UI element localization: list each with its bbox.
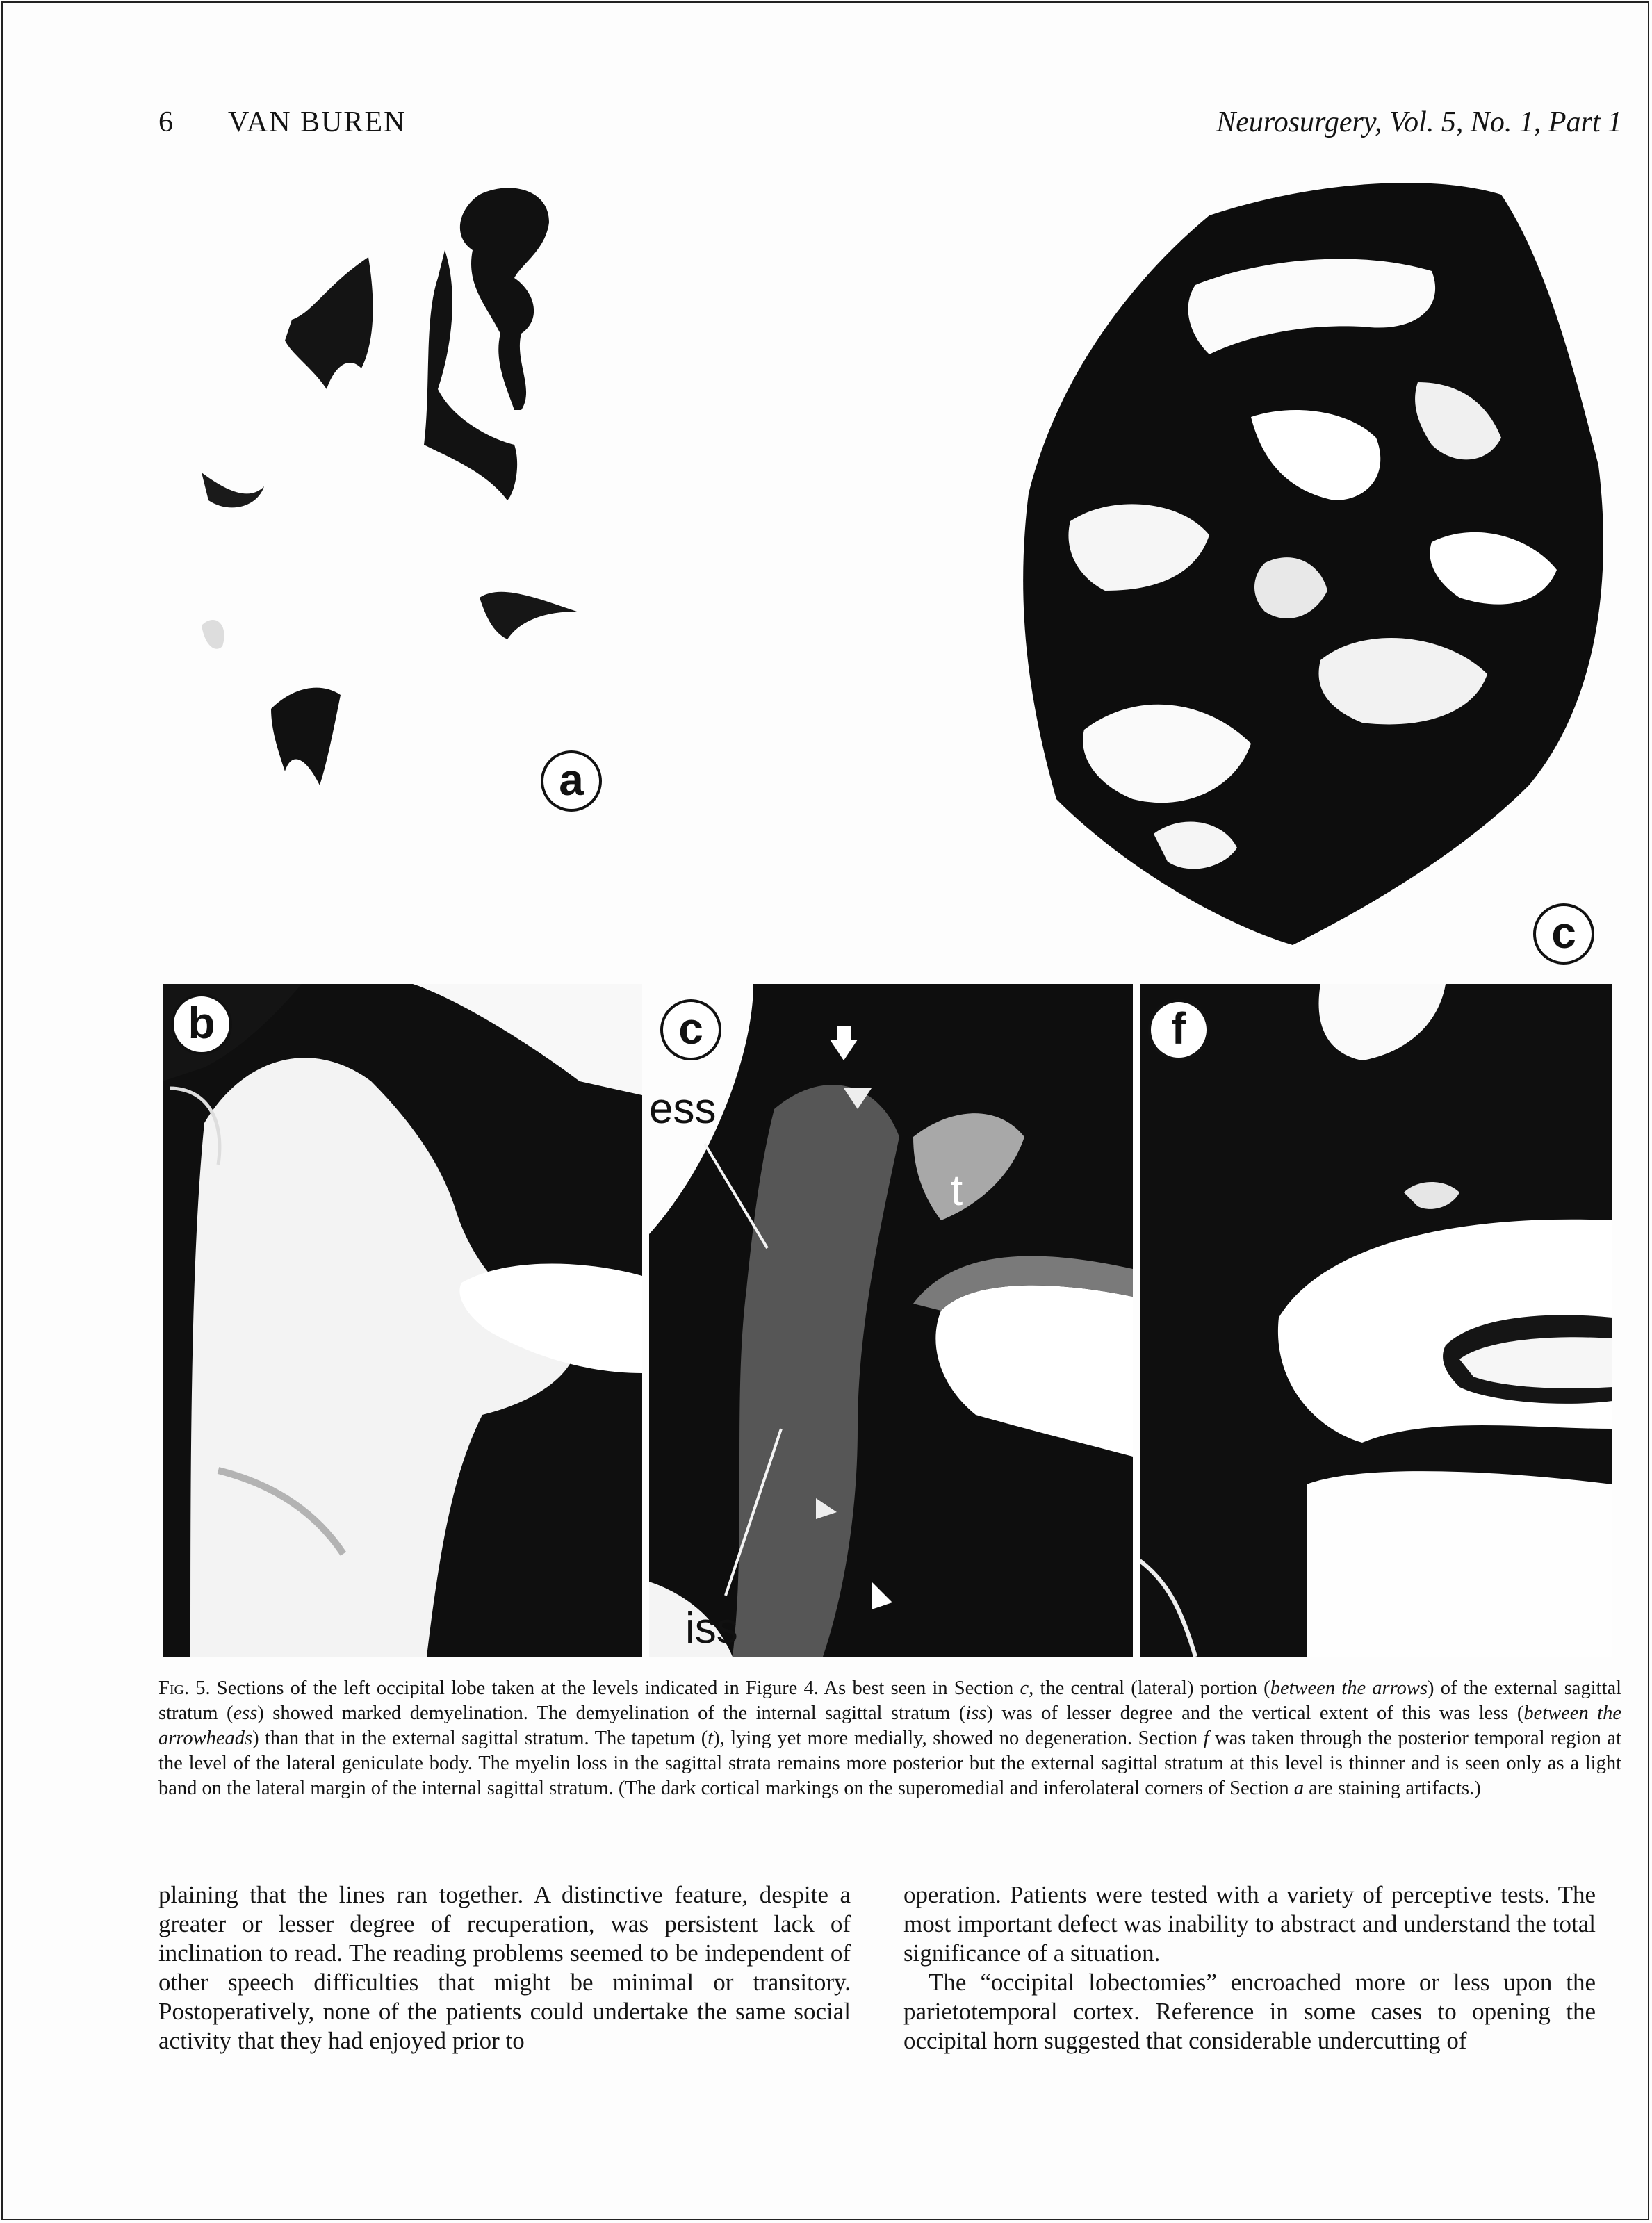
figure-panel-b [163,984,642,1657]
caption-text: ) of the external sagittal stratum ( [158,1677,1622,1724]
caption-italic: c [1020,1677,1029,1699]
journal-citation: Neurosurgery, Vol. 5, No. 1, Part 1 [1216,106,1622,138]
caption-text: ) was of lesser degree and the vertical extent of this was less ( [986,1703,1524,1724]
caption-text: , the central (lateral) portion ( [1029,1677,1270,1699]
figure-panel-f [1140,984,1612,1657]
running-author: VAN BUREN [228,106,407,138]
figure-caption [158,1676,1621,1801]
panel-label-c-top: c [1533,903,1594,965]
body-paragraph: The “occipital lobectomies” encroached more or less upon the parietotemporal cortex. Reference in some cases to opening the occipital horn suggested that considerable undercutting of [903,1969,1596,2054]
figure-panel-a [188,181,632,827]
annotation-ess: ess [649,1085,717,1133]
annotation-t: t [951,1167,963,1215]
caption-text: ) than that in the external sagittal stratum. The tapetum ( [252,1728,708,1749]
caption-italic: t [708,1728,714,1749]
caption-italic: a [1293,1778,1304,1799]
figure-panel-c-top [1001,174,1626,973]
figure-label: Fig. 5. [158,1677,211,1699]
panel-label-a: a [541,750,602,812]
panel-b-image [163,984,642,1657]
caption-italic: ess [233,1703,258,1724]
figure-panel-c-mid [649,984,1133,1657]
body-column-left [158,1880,851,2056]
caption-text: was taken through the posterior temporal region at the level of the lateral geniculate body. The myelin loss in the sagittal strata remains more posterior but the external sagittal stratum at this level is thinner and is seen only as a light band on the lateral margin of the internal sagittal stratum. (The dark cortical markings on the superomedial and inferolateral corners of Section [158,1728,1622,1799]
running-header [158,106,1622,147]
panel-f-image [1140,984,1612,1657]
panel-label-f: f [1148,999,1209,1060]
caption-text: Sections of the left occipital lobe taken at the levels indicated in Figure 4. As best seen in Section [216,1677,1020,1699]
panel-c-top-image [1001,174,1626,973]
caption-italic: f [1203,1728,1209,1749]
annotation-lines [649,984,1133,1657]
caption-text: ) showed marked demyelination. The demyelination of the internal sagittal stratum ( [257,1703,966,1724]
caption-italic: between the arrowheads [158,1703,1621,1749]
caption-text: are staining artifacts.) [1303,1778,1481,1799]
panel-label-c-mid: c [660,999,721,1060]
body-paragraph: plaining that the lines ran together. A distinctive feature, despite a greater or lesser degree of recuperation, was persistent lack of inclination to read. The reading problems seemed to be independent of other speech difficulties that might be minimal or transitory. Postoperatively, none of the patients could undertake the same social activity that they had enjoyed prior to [158,1881,851,2054]
body-paragraph: operation. Patients were tested with a variety of perceptive tests. The most important defect was inability to abstract and understand the total significance of a situation. [903,1881,1596,1967]
panel-a-image [188,181,632,827]
caption-text: ), lying yet more medially, showed no degeneration. Section [713,1728,1204,1749]
caption-italic: iss [965,1703,987,1724]
caption-italic: between the arrows [1270,1677,1428,1699]
panel-label-b: b [171,994,232,1055]
page-number: 6 [158,106,173,138]
annotation-iss: iss [685,1605,738,1652]
body-column-right [903,1880,1596,2056]
